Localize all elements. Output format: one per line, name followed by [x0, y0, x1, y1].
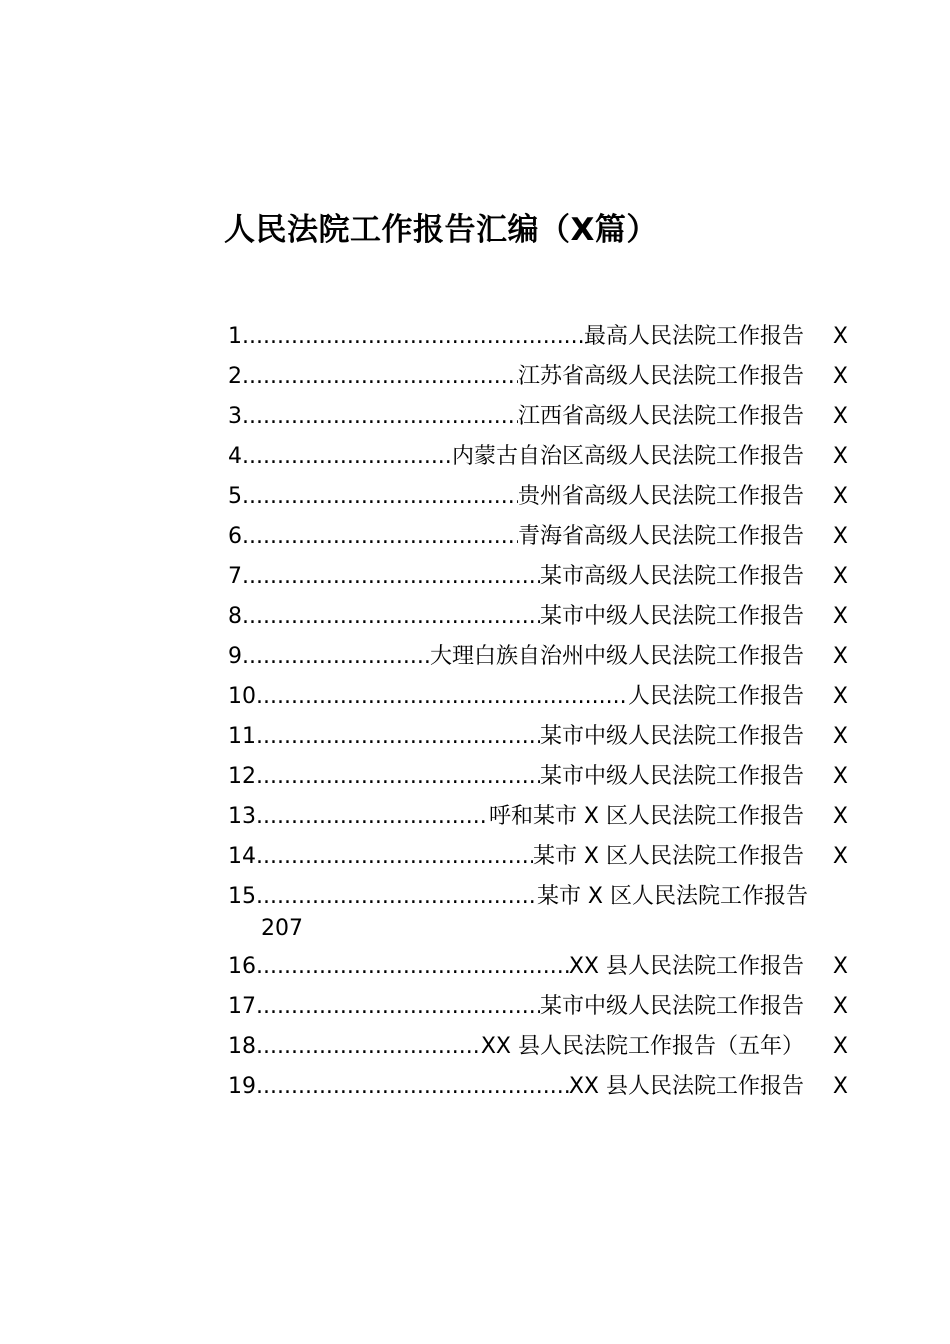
toc-number: 1 — [228, 324, 242, 349]
toc-title: 某市 X 区人民法院工作报告 — [536, 884, 808, 909]
toc-page: X — [832, 1074, 848, 1099]
toc-entry[interactable] — [228, 877, 848, 947]
toc-number: 12 — [228, 764, 256, 789]
toc-leader — [256, 717, 540, 757]
toc-number: 5 — [228, 484, 242, 509]
toc-title: XX 县人民法院工作报告（五年） — [480, 1034, 804, 1059]
toc-page: 207 — [261, 916, 303, 941]
toc-page: X — [832, 564, 848, 589]
document-title: 人民法院工作报告汇编（X篇） — [224, 212, 658, 248]
toc-page: X — [832, 684, 848, 709]
toc-number: 9 — [228, 644, 242, 669]
toc-title: 某市中级人民法院工作报告 — [539, 604, 804, 629]
toc-leader — [256, 757, 540, 797]
toc-number: 19 — [228, 1074, 256, 1099]
toc-number: 18 — [228, 1034, 256, 1059]
toc-leader — [242, 517, 518, 557]
toc-title: 某市 X 区人民法院工作报告 — [532, 844, 804, 869]
toc-page: X — [832, 994, 848, 1019]
toc-page: X — [832, 524, 848, 549]
toc-number: 11 — [228, 724, 256, 749]
toc-leader — [256, 1027, 481, 1067]
toc-number: 3 — [228, 404, 242, 429]
toc-page: X — [832, 644, 848, 669]
toc-title: 某市中级人民法院工作报告 — [539, 764, 804, 789]
toc-entry[interactable] — [228, 397, 848, 437]
toc-page: X — [832, 764, 848, 789]
toc-leader — [242, 357, 518, 397]
toc-leader — [256, 797, 489, 837]
toc-leader — [242, 477, 518, 517]
toc-entry[interactable] — [228, 357, 848, 397]
toc-title: 呼和某市 X 区人民法院工作报告 — [488, 804, 804, 829]
toc-page: X — [832, 444, 848, 469]
toc-entry[interactable] — [228, 837, 848, 877]
toc-number: 14 — [228, 844, 256, 869]
toc-title: 某市高级人民法院工作报告 — [539, 564, 804, 589]
toc-entry[interactable] — [228, 557, 848, 597]
toc-leader — [256, 1067, 569, 1107]
toc-page: X — [832, 324, 848, 349]
toc-entry[interactable] — [228, 757, 848, 797]
toc-title: 某市中级人民法院工作报告 — [539, 994, 804, 1019]
toc-leader — [242, 437, 452, 477]
toc-title: 某市中级人民法院工作报告 — [539, 724, 804, 749]
toc-page: X — [832, 724, 848, 749]
toc-title: XX 县人民法院工作报告 — [568, 1074, 804, 1099]
toc-title: 内蒙古自治区高级人民法院工作报告 — [451, 444, 804, 469]
toc-title: XX 县人民法院工作报告 — [568, 954, 804, 979]
toc-leader — [242, 597, 540, 637]
toc-number: 8 — [228, 604, 242, 629]
toc-leader — [256, 837, 533, 877]
toc-leader — [256, 947, 569, 987]
toc-title: 贵州省高级人民法院工作报告 — [517, 484, 804, 509]
toc-title: 人民法院工作报告 — [627, 684, 804, 709]
toc-title: 江西省高级人民法院工作报告 — [517, 404, 804, 429]
toc-leader — [242, 557, 540, 597]
toc-entry[interactable] — [228, 517, 848, 557]
table-of-contents — [228, 317, 848, 1107]
toc-title: 江苏省高级人民法院工作报告 — [517, 364, 804, 389]
toc-number: 17 — [228, 994, 256, 1019]
toc-entry[interactable] — [228, 317, 848, 357]
toc-page: X — [832, 804, 848, 829]
toc-number: 10 — [228, 684, 256, 709]
toc-entry[interactable] — [228, 1027, 848, 1067]
toc-number: 6 — [228, 524, 242, 549]
toc-number: 7 — [228, 564, 242, 589]
toc-page: X — [832, 484, 848, 509]
toc-page: X — [832, 364, 848, 389]
toc-page: X — [832, 404, 848, 429]
toc-title: 大理白族自治州中级人民法院工作报告 — [429, 644, 804, 669]
toc-number: 13 — [228, 804, 256, 829]
toc-number: 4 — [228, 444, 242, 469]
toc-entry[interactable] — [228, 477, 848, 517]
toc-number: 16 — [228, 954, 256, 979]
toc-leader — [256, 677, 628, 717]
toc-leader — [242, 637, 430, 677]
toc-title: 青海省高级人民法院工作报告 — [517, 524, 804, 549]
toc-number: 15 — [228, 884, 256, 909]
toc-entry[interactable] — [228, 677, 848, 717]
toc-page: X — [832, 1034, 848, 1059]
toc-leader — [242, 317, 584, 357]
toc-leader — [256, 877, 537, 917]
toc-leader — [256, 987, 540, 1027]
toc-entry[interactable] — [228, 1067, 848, 1107]
toc-entry-line — [228, 877, 808, 917]
toc-entry[interactable] — [228, 437, 848, 477]
toc-entry[interactable] — [228, 797, 848, 837]
toc-entry[interactable] — [228, 637, 848, 677]
toc-page: X — [832, 844, 848, 869]
toc-number: 2 — [228, 364, 242, 389]
toc-title: 最高人民法院工作报告 — [583, 324, 804, 349]
toc-leader — [242, 397, 518, 437]
toc-entry[interactable] — [228, 987, 848, 1027]
toc-entry[interactable] — [228, 597, 848, 637]
toc-entry[interactable] — [228, 717, 848, 757]
toc-page: X — [832, 604, 848, 629]
toc-page: X — [832, 954, 848, 979]
toc-entry[interactable] — [228, 947, 848, 987]
